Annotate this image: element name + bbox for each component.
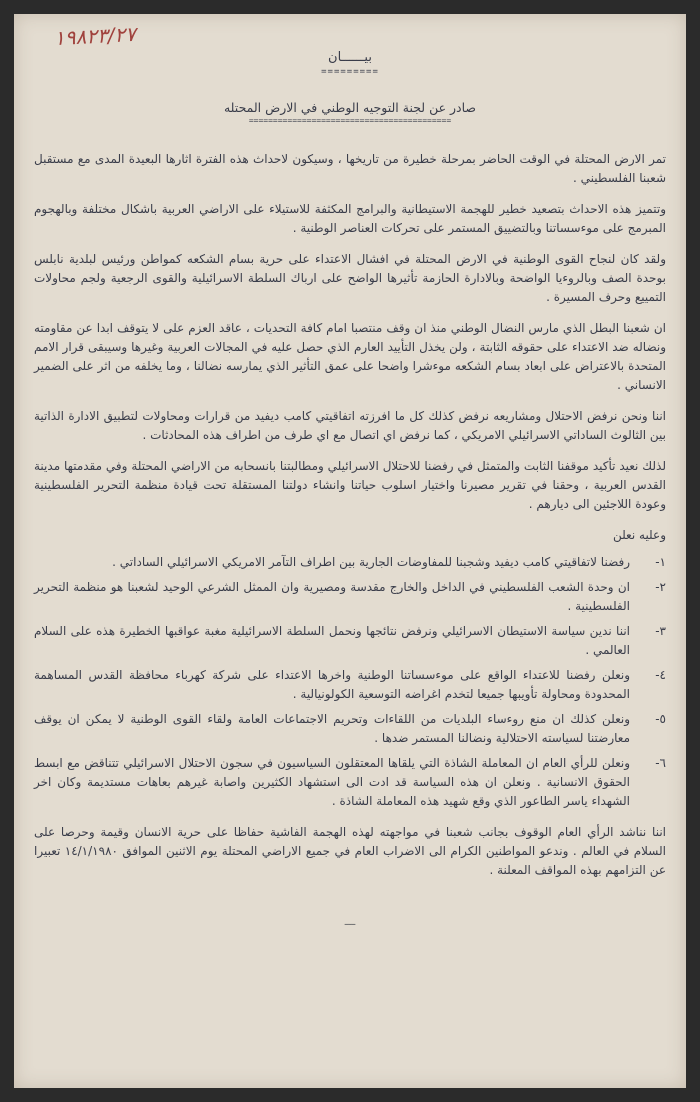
paragraph: وتتميز هذه الاحداث بتصعيد خطير للهجمة الاستيطانية والبرامج المكثفة للاستيلاء على الاراضي العربية باشكال مختلفة وبالهجوم المبرمج على موءسساتنا وبالتضييق المستمر على تحركات العناصر الوطنية .: [34, 202, 666, 235]
paragraph: لذلك نعيد تأكيد موقفنا الثابت والمتمثل في رفضنا للاحتلال الاسرائيلي ومطالبتنا بانسحابه من الاراضي المحتلة وفي مقدمتها مدينة القدس العربية ، وحقنا في تقرير مصيرنا واختيار اسلوب حياتنا وانشاء دولتنا المستقلة تحت قيادة منظمة التحرير الفلسطينية وعودة اللاجئين الى ديارهم .: [34, 459, 666, 511]
item-text: ونعلن رفضنا للاعتداء الواقع على موءسساتنا الوطنية واخرها الاعتداء على شركة كهرباء محافظة القدس المساهمة المحدودة ومحاولة تأويبها جميعا لتخدم اغراضه التوسعية الكولونيالية .: [34, 668, 630, 701]
item-text: رفضنا لاتفاقيتي كامب ديفيد وشجبنا للمفاوضات الجارية بين اطراف التآمر الامريكي الاسرائيلي الساداتي .: [112, 555, 630, 569]
list-item: [34, 666, 666, 704]
list-item: [34, 710, 666, 748]
title-underline: =========: [321, 67, 379, 77]
paragraph: ان شعبنا البطل الذي مارس النضال الوطني منذ ان وقف منتصبا امام كافة التحديات ، عاقد العزم على لا يتوقف ابدا عن مقاومته ونضاله ضد الاعتداء على حقوقه الثابتة ، ولن يخذل التأييد العارم الذي حصل عليه في المجالات العربية وغيرها وسيبقى قرار الامم المتحدة بالاعتراض على ابعاد بسام الشكعه موءشرا واضحا على عمق التأثير الذي يمارسه نضالنا ، وما يخلفه من اثر على الضمير الانساني .: [34, 321, 666, 392]
handwritten-archive-number: ١٩٨٢٣/٢٧: [53, 21, 137, 51]
list-item: [34, 553, 666, 572]
paragraph: اننا ونحن نرفض الاحتلال ومشاريعه نرفض كذلك كل ما افرزته اتفاقيتي كامب ديفيد من قرارات ومحاولات لتطبيق الادارة الذاتية بين الثالوث الساداتي الاسرائيلي الامريكي ، كما نرفض اي اتصال مع اي طرف من اطراف هذه المحادثات .: [34, 409, 666, 442]
item-number: ٦-: [655, 756, 666, 770]
subtitle-underline: ==========================================: [248, 116, 452, 125]
closing-paragraph: اننا نناشد الرأي العام الوقوف بجانب شعبنا في مواجهته لهذه الهجمة الفاشية حفاظا على حرية الانسان وقيمة وحرصا على السلام في العالم . وندعو المواطنين الكرام الى الاضراب العام في جميع الاراضي المحتلة يوم الاثنين الموافق ١٤/١/١٩٨٠ تعبيرا عن التزامهم بهذه المواقف المعلنة .: [34, 825, 666, 877]
document-title: بيــــــان: [328, 50, 372, 65]
document-subtitle: صادر عن لجنة التوجيه الوطني في الارض المحتله: [223, 100, 477, 115]
list-item: [34, 578, 666, 616]
signature-mark: ـــ: [344, 914, 356, 928]
item-number: ٣-: [655, 624, 666, 638]
paragraph: ولقد كان لنجاح القوى الوطنية في الارض المحتلة في افشال الاعتداء على حرية بسام الشكعه كمواطن ورئيس لبلدية نابلس بوحدة الصف وبالروءيا الواضحة وبالادارة الحازمة تأثيرها الواضح على ارباك السلطة الاسرائيلية والقوى الرجعية ولجم محاولات التمييع وحرف المسيرة .: [34, 252, 666, 304]
declaration-intro: وعليه نعلن: [612, 528, 666, 542]
item-number: ١-: [655, 555, 666, 569]
item-text: ان وحدة الشعب الفلسطيني في الداخل والخارج مقدسة ومصيرية وان الممثل الشرعي الوحيد لشعبنا هو منظمة التحرير الفلسطينية .: [34, 580, 630, 613]
item-text: اننا ندين سياسة الاستيطان الاسرائيلي ونرفض نتائجها ونحمل السلطة الاسرائيلية مغبة عواقبها الخطيرة هذه على السلام العالمي .: [34, 624, 630, 657]
item-number: ٢-: [655, 580, 666, 594]
list-item: [34, 754, 666, 811]
item-text: ونعلن للرأي العام ان المعاملة الشاذة التي يلقاها المعتقلون السياسيون في سجون الاحتلال الاسرائيلي تتناقض مع ابسط الحقوق الانسانية . ونعلن ان هذه السياسة قد ادت الى استشهاد الكثيرين واصابة غيرهم بعاهات مستديمة وكان اخر الشهداء ياسر الطاعور الذي وقع شهيد هذه المعاملة الشاذة .: [34, 756, 630, 808]
item-number: ٤-: [655, 668, 666, 682]
paragraph: تمر الارض المحتلة في الوقت الحاضر بمرحلة خطيرة من تاريخها ، وسيكون لاحداث هذه الفترة اثارها البعيدة المدى مع مستقبل شعبنا الفلسطيني .: [34, 152, 666, 185]
document-body: [34, 50, 666, 931]
item-number: ٥-: [655, 712, 666, 726]
item-text: ونعلن كذلك ان منع روءساء البلديات من اللقاءات وتحريم الاجتماعات العامة ولقاء القوى الوطنية لا يمكن ان يوقف معارضتنا لسياسته الاحتلالية ونضالنا المستمر ضدها .: [34, 712, 630, 745]
list-item: [34, 622, 666, 660]
document-page: [14, 14, 686, 1088]
